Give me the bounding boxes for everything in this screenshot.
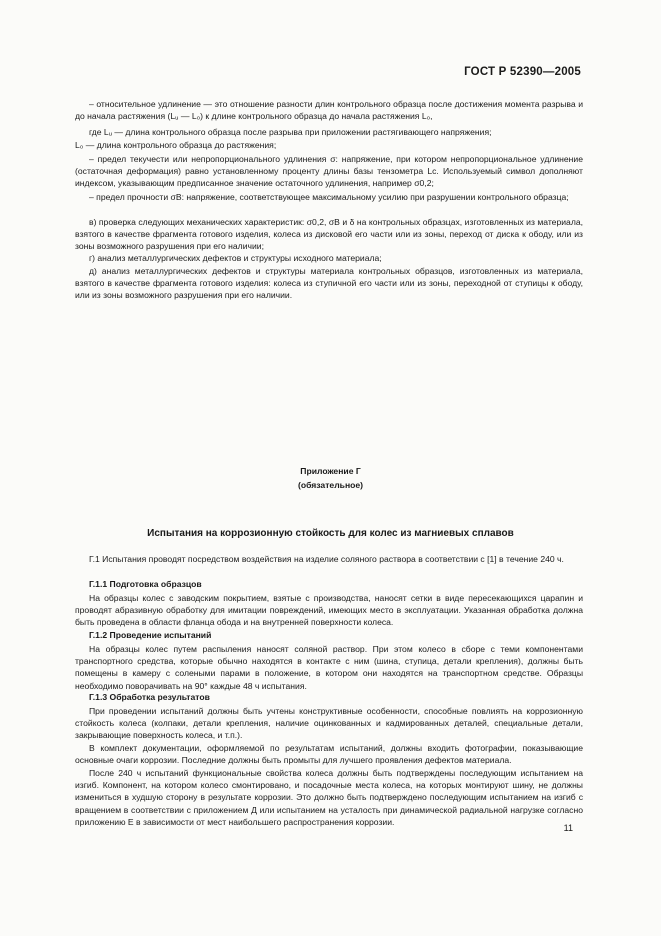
section-heading-g13: Г.1.3 Обработка результатов — [89, 692, 210, 702]
section-heading-g11: Г.1.1 Подготовка образцов — [89, 579, 202, 589]
paragraph: в) проверка следующих механических характеристик: σ0,2, σB и δ на контрольных образцах, изготовленных из материала, взятого в качестве фрагмента готового изделия, колеса из дисковой его части или из зоны, переход от диска к ободу, или из зоны возможного разрушения при его наличии; — [75, 217, 583, 252]
paragraph-g12: На образцы колес путем распыления наносят соляной раствор. При этом колесо в сборе с теми компонентами транспортного средства, которые обычно находятся в контакте с ним (шина, ступица, детали крепления), должны быть помещены в камеру с солеными парами в положение, в котором они находятся на транспортном средстве. Образцы необходимо поворачивать на 90° каждые 48 ч испытания. — [75, 644, 583, 691]
paragraph: д) анализ металлургических дефектов и структуры материала контрольных образцов, изготовленных из материала, взятого в качестве фрагмента готового изделия: колеса из ступичной его части или из зоны, переходной от ступицы к ободу, или из зоны возможного разрушения при его наличии. — [75, 266, 583, 301]
paragraph-g13-2: В комплект документации, оформляемой по результатам испытаний, должны входить фотографии, показывающие основные очаги коррозии. Последние должны быть промыты для лучшего проявления дефектов материала. — [75, 743, 583, 766]
paragraph-g11: На образцы колес с заводским покрытием, взятые с производства, наносят сетки в виде пересекающихся царапин и проводят абразивную обработку для имитации повреждений, имеющих место в эксплуатации. Указанная обработка должна быть проведена в области фланца обода и на внутренней поверхности колеса. — [75, 593, 583, 628]
standard-header: ГОСТ Р 52390—2005 — [464, 66, 581, 78]
annex-label: Приложение Г — [300, 466, 361, 476]
paragraph: г) анализ металлургических дефектов и структуры исходного материала; — [89, 253, 382, 263]
annex-title: Испытания на коррозионную стойкость для колес из магниевых сплавов — [147, 528, 514, 539]
paragraph-g13-3: После 240 ч испытаний функциональные свойства колеса должны быть подтверждены последующим испытанием на изгиб. Компонент, на котором колесо смонтировано, и посадочные места колеса, на которых монтируют шину, не должны измениться в худшую сторону в результате коррозии. Это должно быть подтверждено последующим испытанием на изгиб с вращением в соответствии с приложением Д или испытанием на усталость при динамической радиальной нагрузке согласно приложению Е в зависимости от мест наибольшего распространения коррозии. — [75, 768, 583, 827]
annex-status: (обязательное) — [297, 480, 364, 490]
paragraph: где Lᵤ — длина контрольного образца после разрыва при приложении растягивающего напряжения; — [89, 127, 492, 137]
paragraph: – относительное удлинение — это отношение разности длин контрольного образца после достижения момента разрыва и до начала растяжения (Lᵤ — L₀) к длине контрольного образца до начала растяжения L₀, — [75, 99, 583, 122]
paragraph: – предел текучести или непропорционального удлинения σ: напряжение, при котором непропорциональное удлинение (остаточная деформация) равно установленному проценту длины базы тензометра Lᴄ. Используемый символ дополняют индексом, указывающим предписанное значение остаточного удлинения, например σ0,2; — [75, 154, 583, 189]
page-number: 11 — [563, 823, 573, 833]
paragraph-g13-1: При проведении испытаний должны быть учтены конструктивные особенности, способные повлиять на коррозионную стойкость колеса (колпаки, детали крепления, наличие оцинкованных и кадмированных деталей, специальные детали, закрывающие поверхность колеса, и т.п.). — [75, 706, 583, 741]
paragraph: – предел прочности σB: напряжение, соответствующее максимальному усилию при разрушении контрольного образца; — [89, 192, 569, 202]
section-heading-g12: Г.1.2 Проведение испытаний — [89, 630, 212, 640]
paragraph-g1: Г.1 Испытания проводят посредством воздействия на изделие соляного раствора в соответствии с [1] в течение 240 ч. — [89, 554, 564, 564]
paragraph: L₀ — длина контрольного образца до растяжения; — [75, 140, 277, 150]
